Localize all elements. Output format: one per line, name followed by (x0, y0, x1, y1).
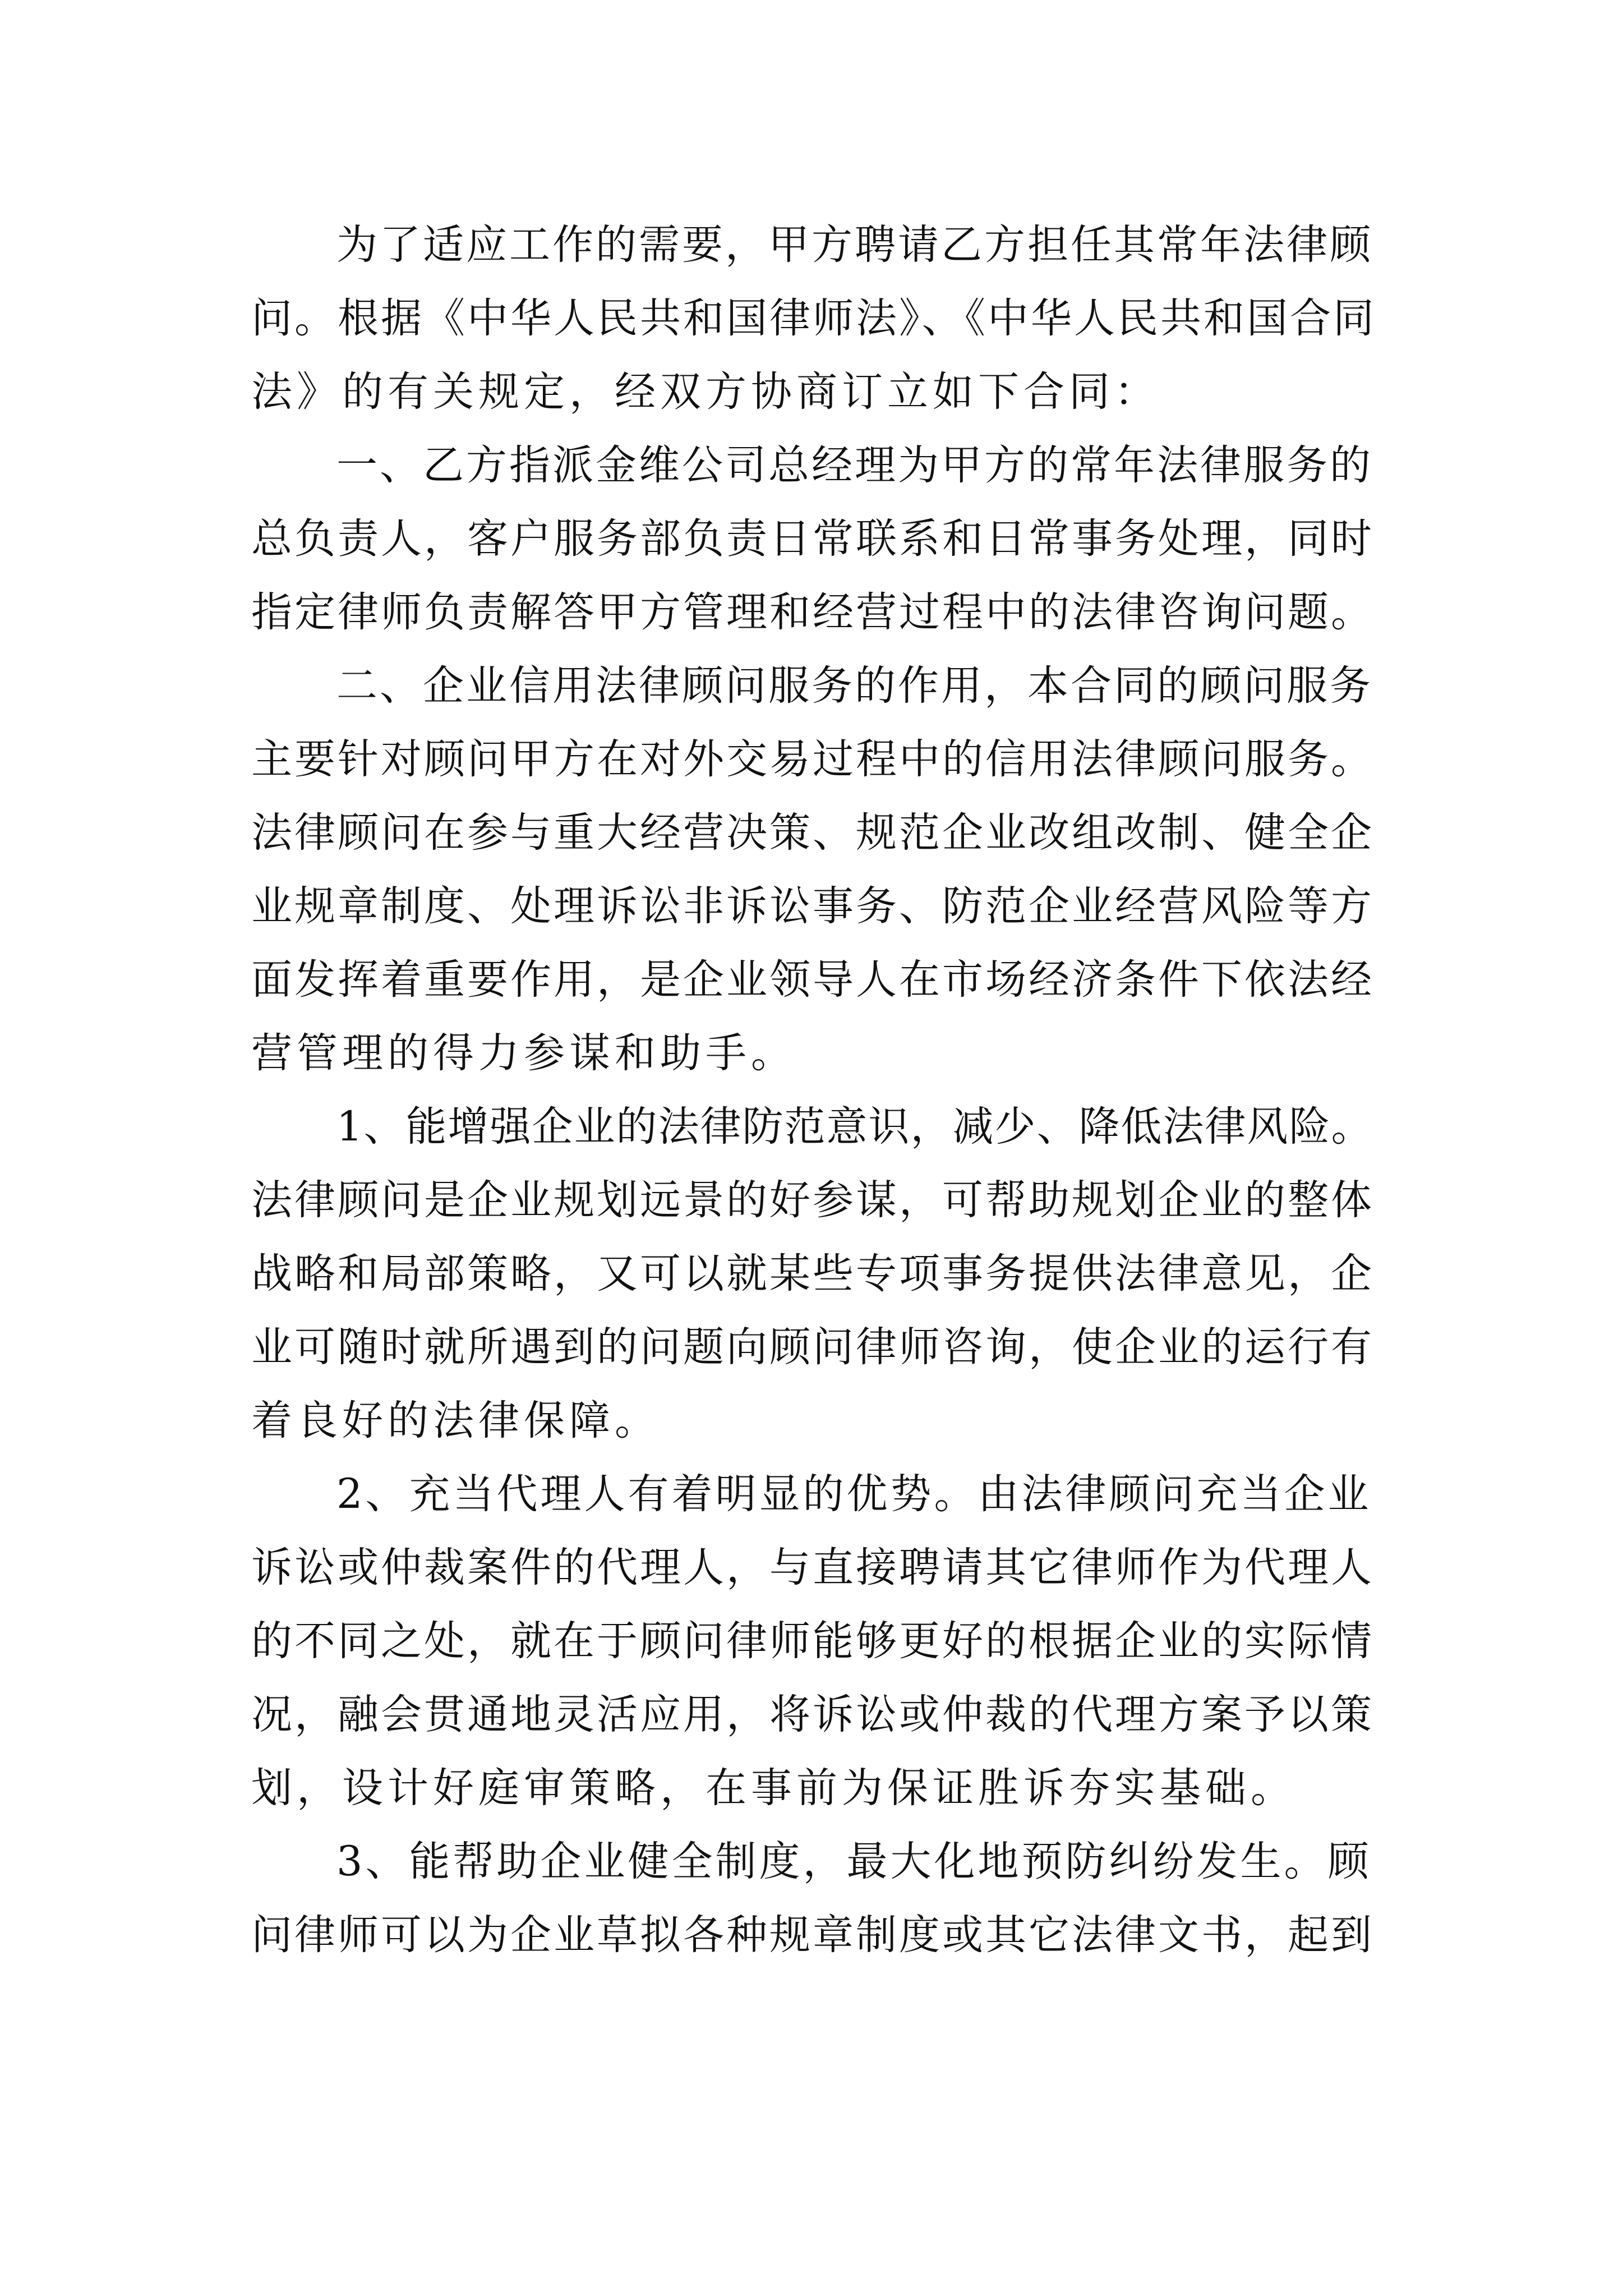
text-line: 面发挥着重要作用，是企业领导人在市场经济条件下依法经 (251, 956, 1374, 1004)
text-line: 二、企业信用法律顾问服务的作用，本合同的顾问服务 (336, 662, 1373, 710)
text-line: 主要针对顾问甲方在对外交易过程中的信用法律顾问服务。 (251, 735, 1374, 783)
text-line: 营管理的得力参谋和助手。 (251, 1029, 796, 1077)
text-line: 诉讼或仲裁案件的代理人，与直接聘请其它律师作为代理人 (251, 1544, 1374, 1591)
text-line: 划，设计好庭审策略，在事前为保证胜诉夯实基础。 (251, 1764, 1296, 1812)
text-line: 法》的有关规定，经双方协商订立如下合同： (251, 368, 1160, 416)
text-line: 为了适应工作的需要，甲方聘请乙方担任其常年法律顾 (336, 221, 1373, 269)
text-line: 1、能增强企业的法律防范意识，减少、降低法律风险。 (336, 1103, 1373, 1151)
text-line: 业规章制度、处理诉讼非诉讼事务、防范企业经营风险等方 (251, 882, 1374, 930)
text-line: 着良好的法律保障。 (251, 1397, 660, 1444)
text-line: 问律师可以为企业草拟各种规章制度或其它法律文书，起到 (251, 1911, 1374, 1959)
text-line: 况，融会贯通地灵活应用，将诉讼或仲裁的代理方案予以策 (251, 1691, 1374, 1738)
text-line: 问。根据《中华人民共和国律师法》、《中华人民共和国合同 (251, 295, 1376, 342)
text-line: 战略和局部策略，又可以就某些专项事务提供法律意见，企 (251, 1250, 1374, 1297)
text-line: 指定律师负责解答甲方管理和经营过程中的法律咨询问题。 (251, 588, 1374, 636)
text-line: 法律顾问在参与重大经营决策、规范企业改组改制、健全企 (251, 809, 1374, 857)
text-line: 2、充当代理人有着明显的优势。由法律顾问充当企业 (336, 1470, 1372, 1518)
text-line: 3、能帮助企业健全制度，最大化地预防纠纷发生。顾 (336, 1838, 1372, 1885)
text-line: 总负责人，客户服务部负责日常联系和日常事务处理，同时 (251, 515, 1374, 563)
text-line: 一、乙方指派金维公司总经理为甲方的常年法律服务的 (336, 441, 1373, 489)
text-line: 业可随时就所遇到的问题向顾问律师咨询，使企业的运行有 (251, 1323, 1374, 1371)
text-line: 法律顾问是企业规划远景的好参谋，可帮助规划企业的整体 (251, 1176, 1374, 1224)
text-line: 的不同之处，就在于顾问律师能够更好的根据企业的实际情 (251, 1617, 1374, 1665)
